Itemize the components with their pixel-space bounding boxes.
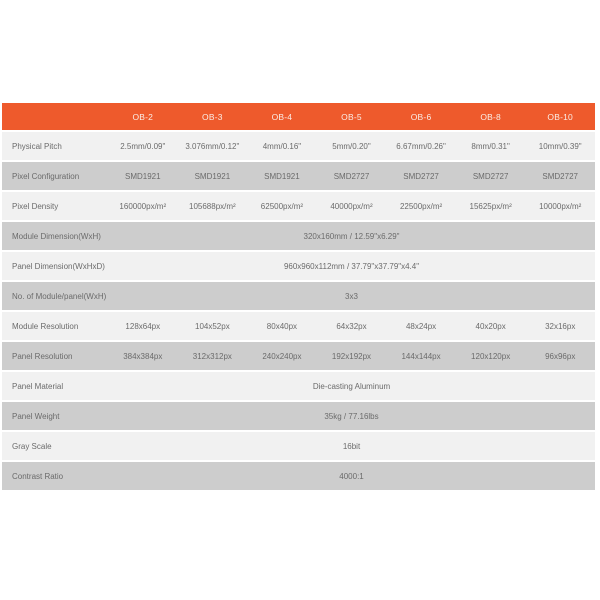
table-row-pixel-configuration	[2, 162, 595, 190]
cell-value: 48x24px	[405, 321, 437, 331]
cell-value: 5mm/0.20"	[332, 141, 371, 151]
cell-value: 40x20px	[475, 321, 506, 331]
cell-value: SMD1921	[194, 171, 231, 181]
row-label: Physical Pitch	[12, 141, 62, 151]
table-row-panel-resolution	[2, 342, 595, 370]
column-header-ob10: OB-10	[547, 111, 573, 122]
cell-value: 10mm/0.39"	[538, 141, 582, 151]
column-header-ob2: OB-2	[132, 111, 154, 122]
row-label: No. of Module/panel(WxH)	[12, 291, 107, 301]
table-row-module-per-panel	[2, 282, 595, 310]
column-header-ob6: OB-6	[410, 111, 432, 122]
column-header-ob8: OB-8	[480, 111, 501, 122]
cell-value: 144x144px	[401, 351, 441, 361]
row-label: Panel Dimension(WxHxD)	[12, 261, 105, 271]
table-row-gray-scale	[2, 432, 595, 460]
table-row-panel-material	[2, 372, 595, 400]
table-row-physical-pitch	[2, 132, 595, 160]
row-label: Module Dimension(WxH)	[12, 231, 101, 241]
cell-value: 8mm/0.31"	[471, 141, 510, 151]
cell-value: 6.67mm/0.26"	[396, 141, 446, 151]
table-row-module-resolution	[2, 312, 595, 340]
cell-value: SMD1921	[264, 171, 300, 181]
column-header-ob3: OB-3	[202, 111, 223, 122]
cell-span-value: 35kg / 77.16lbs	[324, 411, 379, 421]
cell-value: 160000px/m²	[119, 201, 167, 211]
cell-value: 105688px/m²	[189, 201, 236, 211]
cell-value: 62500px/m²	[260, 201, 304, 211]
cell-value: SMD1921	[124, 171, 161, 181]
cell-value: 240x240px	[262, 351, 302, 361]
cell-value: 22500px/m²	[399, 201, 443, 211]
table-row-panel-dimension	[2, 252, 595, 280]
row-label: Gray Scale	[12, 441, 52, 451]
cell-span-value: 960x960x112mm / 37.79"x37.79"x4.4"	[283, 261, 420, 271]
cell-value: 80x40px	[266, 321, 298, 331]
table-header-row	[2, 103, 595, 130]
cell-value: 384x384px	[123, 351, 163, 361]
cell-value: 15625px/m²	[469, 201, 512, 211]
cell-value: 192x192px	[331, 351, 372, 361]
cell-value: 128x64px	[125, 321, 161, 331]
cell-value: 40000px/m²	[330, 201, 373, 211]
cell-value: SMD2727	[403, 171, 439, 181]
cell-value: SMD2727	[333, 171, 370, 181]
table-row-panel-weight	[2, 402, 595, 430]
cell-span-value: Die-casting Aluminum	[312, 381, 391, 391]
cell-span-value: 3x3	[345, 291, 358, 301]
cell-value: 10000px/m²	[539, 201, 582, 211]
cell-value: 104x52px	[195, 321, 230, 331]
cell-value: 96x96px	[545, 351, 576, 361]
row-label: Pixel Density	[12, 201, 59, 211]
table-row-pixel-density	[2, 192, 595, 220]
table-row-module-dimension	[2, 222, 595, 250]
cell-span-value: 16bit	[342, 441, 361, 451]
column-header-ob5: OB-5	[341, 111, 362, 122]
cell-value: SMD2727	[542, 171, 578, 181]
cell-span-value: 4000:1	[339, 471, 364, 481]
cell-value: 4mm/0.16"	[262, 141, 302, 151]
spec-table	[2, 103, 595, 492]
column-header-ob4: OB-4	[271, 111, 293, 122]
cell-value: 64x32px	[336, 321, 367, 331]
cell-span-value: 320x160mm / 12.59"x6.29"	[303, 231, 400, 241]
table-row-contrast-ratio	[2, 462, 595, 490]
row-label: Contrast Ratio	[12, 471, 64, 481]
cell-value: 312x312px	[192, 351, 232, 361]
row-label: Module Resolution	[12, 321, 79, 331]
cell-value: 120x120px	[471, 351, 511, 361]
cell-value: 3.076mm/0.12"	[185, 141, 240, 151]
row-label: Panel Weight	[12, 411, 60, 421]
cell-value: SMD2727	[472, 171, 509, 181]
row-label: Pixel Configuration	[12, 171, 80, 181]
cell-value: 32x16px	[545, 321, 576, 331]
row-label: Panel Material	[12, 381, 64, 391]
cell-value: 2.5mm/0.09"	[120, 141, 166, 151]
row-label: Panel Resolution	[12, 351, 73, 361]
